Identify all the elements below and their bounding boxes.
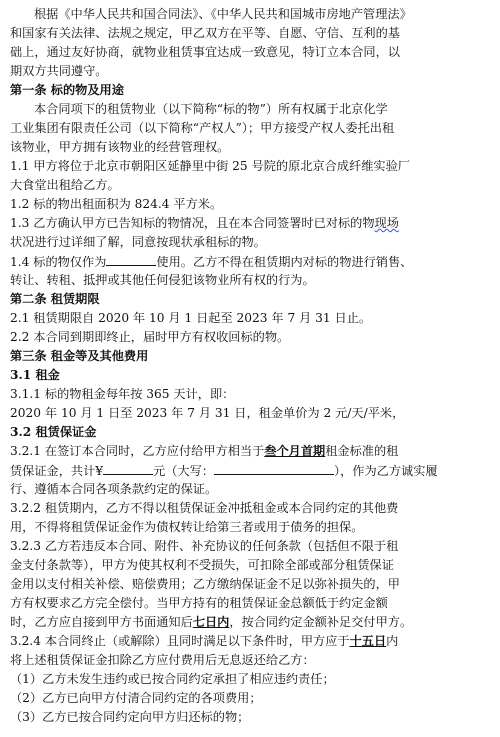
clause-text: 3.2.4 本合同终止（或解除）且同时满足以下条件时，甲方应于 [10,634,350,648]
clause-2-2: 2.2 本合同到期即终止，届时甲方有权收回标的物。 [10,330,290,344]
article-1-heading: 第一条 标的物及用途 [10,83,124,97]
emphasized-term: 十五日 [349,634,387,648]
preamble-line: 和国家有关法律、法规之规定，甲乙双方在平等、自愿、守信、互利的基 [10,26,400,40]
preamble-line: 础上，通过友好协商，就物业租赁事宜达成一致意见，特订立本合同，以 [10,45,400,59]
article-3-heading: 第三条 租金等及其他费用 [10,349,149,363]
clause-text: 租金标准的租 [325,444,399,458]
clause-1-3-cont: 状况进行过详细了解，同意按现状承租标的物。 [10,235,266,249]
paragraph-line: 本合同项下的租赁物业（以下简称“标的物”）所有权属于北京化学 [34,102,388,116]
clause-3-2-2: 3.2.2 租赁期内，乙方不得以租赁保证金冲抵租金或本合同约定的其他费 [10,501,399,515]
clause-3-1-1: 3.1.1 标的物租金每年按 365 天计，即： [10,387,235,401]
clause-3-2-3-cont: 金用以支付相关补偿、赔偿费用；乙方缴纳保证金不足以弥补损失的，甲 [10,577,400,591]
clause-1-2: 1.2 标的物出租面积为 824.4 平方米。 [10,197,223,211]
list-item: （2）乙方已向甲方付清合同约定的各项费用； [10,691,262,705]
preamble-line: 期双方共同遵守。 [10,64,108,78]
deposit-amount-blank[interactable] [103,462,153,475]
clause-1-1-cont: 大食堂出租给乙方。 [10,178,120,192]
clause-3-2-3-cont [10,614,494,630]
clause-1-4-text: 1.4 标的物仅作为 [10,255,107,269]
emphasized-term: 七日内 [192,615,230,629]
paragraph-line: 该物业，甲方拥有该物业的经营管理权。 [10,140,230,154]
clause-3-2-3: 3.2.3 乙方若违反本合同、附件、补充协议的任何条款（包括但不限于租 [10,539,399,553]
list-item: （1）乙方未发生违约或已按合同约定承担了相应违约责任； [10,672,335,686]
clause-1-4 [10,253,494,270]
clause-text: 赁保证金，共计¥ [10,464,104,478]
deposit-words-blank[interactable] [214,462,334,475]
list-item: （3）乙方已按合同约定向甲方归还标的物； [10,710,250,724]
clause-text: 时，乙方应自接到甲方书面通知后 [10,615,193,629]
clause-text: 内 [386,634,399,648]
preamble-line: 根据《中华人民共和国合同法》、《中华人民共和国城市房地产管理法》 [34,7,412,21]
clause-2-1: 2.1 租赁期限自 2020 年 10 月 1 日起至 2023 年 7 月 31 日止。 [10,311,372,325]
article-2-heading: 第二条 租赁期限 [10,292,100,306]
clause-3-2-4-cont: 将上述租赁保证金扣除乙方应付费用后无息返还给乙方： [10,653,315,667]
section-3-2-heading: 3.2 租赁保证金 [10,425,97,439]
paragraph-line: 工业集团有限责任公司（以下简称“产权人”）；甲方接受产权人委托出租 [10,121,395,135]
clause-3-2-3-cont: 方有权要求乙方完全偿付。当甲方持有的租赁保证金总额低于约定金额 [10,596,388,610]
emphasized-term: 叁个月首期 [264,444,326,458]
clause-1-3-text: 1.3 乙方确认甲方已告知标的物情况，且在本合同签署时已对标的物 [10,216,375,230]
section-3-1-heading: 3.1 租金 [10,368,60,382]
clause-1-3 [10,215,494,231]
clause-3-1-1-cont: 2020 年 10 月 1 日至 2023 年 7 月 31 日，租金单价为 2 元/天/平米， [10,406,405,420]
clause-text: ，按合同约定金额补足交付甲方。 [229,615,413,629]
clause-3-2-3-cont: 金支付条款等），甲方为使其权利不受损失，可扣除全部或部分租赁保证 [10,558,394,572]
clause-1-4-cont: 转让、转租、抵押或其他任何侵犯该物业所有权的行为。 [10,273,315,287]
clause-3-2-4 [10,633,494,649]
clause-3-2-1-cont [10,462,494,479]
clause-text: 元（大写： [153,464,215,478]
clause-1-1: 1.1 甲方将位于北京市朝阳区延静里中街 25 号院的原北京合成纤维实验厂 [10,159,410,173]
clause-text: 3.2.1 在签订本合同时，乙方应付给甲方相当于 [10,444,265,458]
clause-text: ），作为乙方诚实履 [334,464,438,478]
clause-3-2-2-cont: 用，不得将租赁保证金作为债权转让给第三者或用于债务的担保。 [10,520,364,534]
clause-3-2-1-cont: 行、遵循本合同各项条款约定的保证。 [10,482,218,496]
clause-1-4-text: 使用。乙方不得在租赁期内对标的物进行销售、 [156,255,413,269]
usage-blank[interactable] [106,253,156,266]
spellcheck-flagged-text: 现场 [374,216,399,230]
clause-3-2-1 [10,443,494,459]
